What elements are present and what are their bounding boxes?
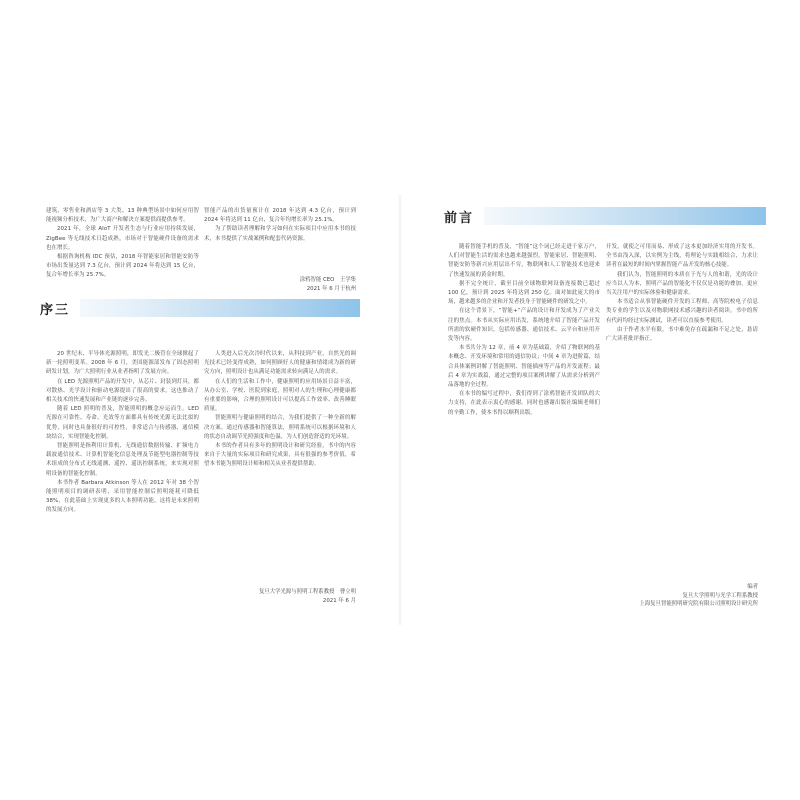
- paragraph: 据不完全统计，截至目前全球物联网设备连接数已超过 100 亿，预计到 2025 年将达到 250 亿。面对如此庞大的市场，越来越多的企业和开发者投身于智能硬件的研发之中。: [448, 280, 600, 306]
- paragraph: 根据咨询机构 IDC 预估，2018 年智能家居和智能安防等市场出货量达到 7.3 亿台，预计到 2024 年将达到 15 亿台，复合年增长率为 25.7%。: [46, 254, 199, 279]
- paragraph: 智能照明与健康照明的结合，为我们提供了一种全新的解决方案。通过传感器和智能算法，照明系统可以根据环境和人的状态自动调节光照强度和色温，为人们创造舒适的光环境。: [204, 415, 356, 440]
- preface-three-signature: [204, 588, 356, 605]
- right-column-1: [448, 243, 600, 418]
- preface-signature: [204, 276, 356, 293]
- paragraph: 本书作者 Barbara Atkinson 等人在 2012 年对 38 个智能照明项目的调研表明，采用智能控制后照明能耗可降低 38%，在此基础上实现更多的人本照明功能，这将是未来照明的发展方向。: [46, 479, 199, 514]
- paragraph: 20 世纪末，半导体光源照明，即发光二极管在全球掀起了新一轮照明变革。2008 年 6 月，美国能源部发布了固态照明研发计划，为广大照明行业从业者指明了发展方向。: [46, 351, 199, 376]
- paragraph: 人类进入后光次冷时代以来，从科技到产业，自然光的调光技术已经变得成熟，如何照顾好人的健康和情绪成为新的研究方向，照明设计也从满足功能需求转向满足人的需求。: [204, 351, 356, 376]
- signature-date: 2021 年 6 月于杭州: [306, 285, 356, 292]
- signature-affiliation: 上海复旦智能照明研究院有限公司照明设计研究所: [639, 601, 758, 607]
- signature-author: 复旦大学光源与照明工程系教授 曹立明: [258, 589, 356, 595]
- left-top-column-2: [204, 207, 356, 244]
- section-title: 序三: [40, 299, 80, 318]
- section-title: 前言: [444, 207, 484, 226]
- paragraph: 随着智能手机的普及，“智能”这个词已经走进千家万户，人们对智能生活的需求也越来越强烈，智能家居、智能照明、智能安防等新兴应用层出不穷，物联网和人工智能技术也迎来了快速发展的黄金时期。: [448, 244, 600, 278]
- paragraph: 智能产品的出货量预计在 2018 年达到 4.3 亿台，预计到 2024 年将达到 11 亿台，复合年均增长率为 25.1%。: [204, 208, 356, 224]
- right-column-2: [606, 243, 758, 344]
- left-bottom-column-2: [204, 350, 356, 470]
- signature-date: 2021 年 6 月: [322, 597, 356, 604]
- paragraph: 开发，就使之可用而易、形成了这本更加经济实用的开发书。全书由浅入深，以实例为主线，将理论与实践相结合，力求让读者在最短的时间内掌握智能产品开发的核心技能。: [606, 244, 758, 269]
- paragraph: 为了帮助读者理解和学习如何在实际项目中应用本书的技术，本书提供了实战案例和配套代码资源。: [204, 226, 356, 242]
- paragraph: 在 LED 光源照明产品的开发中，从芯片、封装到灯具，都对散热、光学设计和驱动电源提出了很高的要求，这也推动了相关技术的快速发展和产业链的逐步完善。: [46, 378, 199, 404]
- section-header-foreword: [444, 205, 766, 227]
- paragraph: 本书共分为 12 章，前 4 章为基础篇，介绍了物联网的基本概念、开发环境和常用的通信协议；中间 4 章为进阶篇，结合具体案例讲解了智能照明、智能插座等产品的开发流程；最后 4 章为实战篇，通过完整的项目案例讲解了从需求分析到产品落地的全过程。: [448, 345, 600, 389]
- paragraph: 随着 LED 照明的普及，智能照明的概念应运而生。LED 光源在可靠性、寿命、光效等方面都具有传统光源无法比拟的优势，同时也具备很好的可控性，非常适合与传感器、通信模块结合，实现智能化控制。: [46, 406, 199, 440]
- paragraph: 在本书的编写过程中，我们得到了涂鸦智能开发团队的大力支持，在此表示衷心的感谢。同时也感谢出版社编辑老师们的辛勤工作，使本书得以顺利出版。: [448, 391, 600, 416]
- section-header-preface-three: [40, 297, 360, 319]
- foreword-signature: [606, 583, 758, 609]
- signature-author: 编者: [747, 584, 758, 590]
- left-top-column-1: [46, 207, 199, 281]
- paragraph: 我们认为，智能照明的本质在于光与人的和谐，光的设计应当以人为本，照明产品的智能化不仅仅是功能的叠加，更应当关注用户的实际体验和健康需求。: [606, 271, 758, 297]
- book-gutter: [398, 195, 402, 625]
- paragraph: 在这个背景下，“智能+”产品的设计和开发成为了产业关注的焦点。本书从实际应用出发，系统地介绍了智能产品开发所需的软硬件知识，包括传感器、通信技术、云平台和应用开发等内容。: [448, 308, 600, 343]
- signature-author: 涂鸦智能 CEO 王学集: [299, 277, 356, 283]
- paragraph: 智能照明是指利用计算机、无线通信数据传输、扩频电力载波通信技术、计算机智能化信息处理及节能型电器控制等技术组成的分布式无线遥测、遥控、遥讯控制系统，来实现对照明设备的智能化控制。: [46, 443, 199, 477]
- paragraph: 本书适合从事智能硬件开发的工程师、高等院校电子信息类专业的学生以及对物联网技术感兴趣的读者阅读。书中的所有代码均经过实际测试，读者可以直接参考使用。: [606, 299, 758, 324]
- paragraph: 建筑、零售业和酒店等 3 大类、13 种典型场景中如何应用智能视频分析技术，为广大商户和解决方案提供商提供参考。: [46, 208, 199, 224]
- left-bottom-column-1: [46, 350, 199, 516]
- paragraph: 2021 年，全球 AIoT 开发者生态与行业应用持续发展，ZigBee 等无线技术日趋成熟，市场对于智能硬件设备的需求也在增长。: [46, 226, 199, 251]
- section-header-bar: [40, 299, 360, 317]
- signature-title: 复旦大学照明与光学工程系教授: [682, 592, 758, 599]
- section-header-bar: [444, 207, 766, 225]
- paragraph: 由于作者水平有限，书中难免存在疏漏和不足之处，恳请广大读者批评指正。: [606, 326, 758, 343]
- paragraph: 本书的作者具有多年的照明设计和研究经验，书中的内容来自于大量的实际项目和研究成果，具有很强的参考价值，希望本书能为照明设计师和相关从业者提供帮助。: [204, 443, 356, 468]
- paragraph: 在人们的生活和工作中，健康照明的应用场景日益丰富，从办公室、学校、医院到家庭，照明对人的生理和心理健康都有重要的影响，合理的照明设计可以提高工作效率、改善睡眠质量。: [204, 378, 356, 413]
